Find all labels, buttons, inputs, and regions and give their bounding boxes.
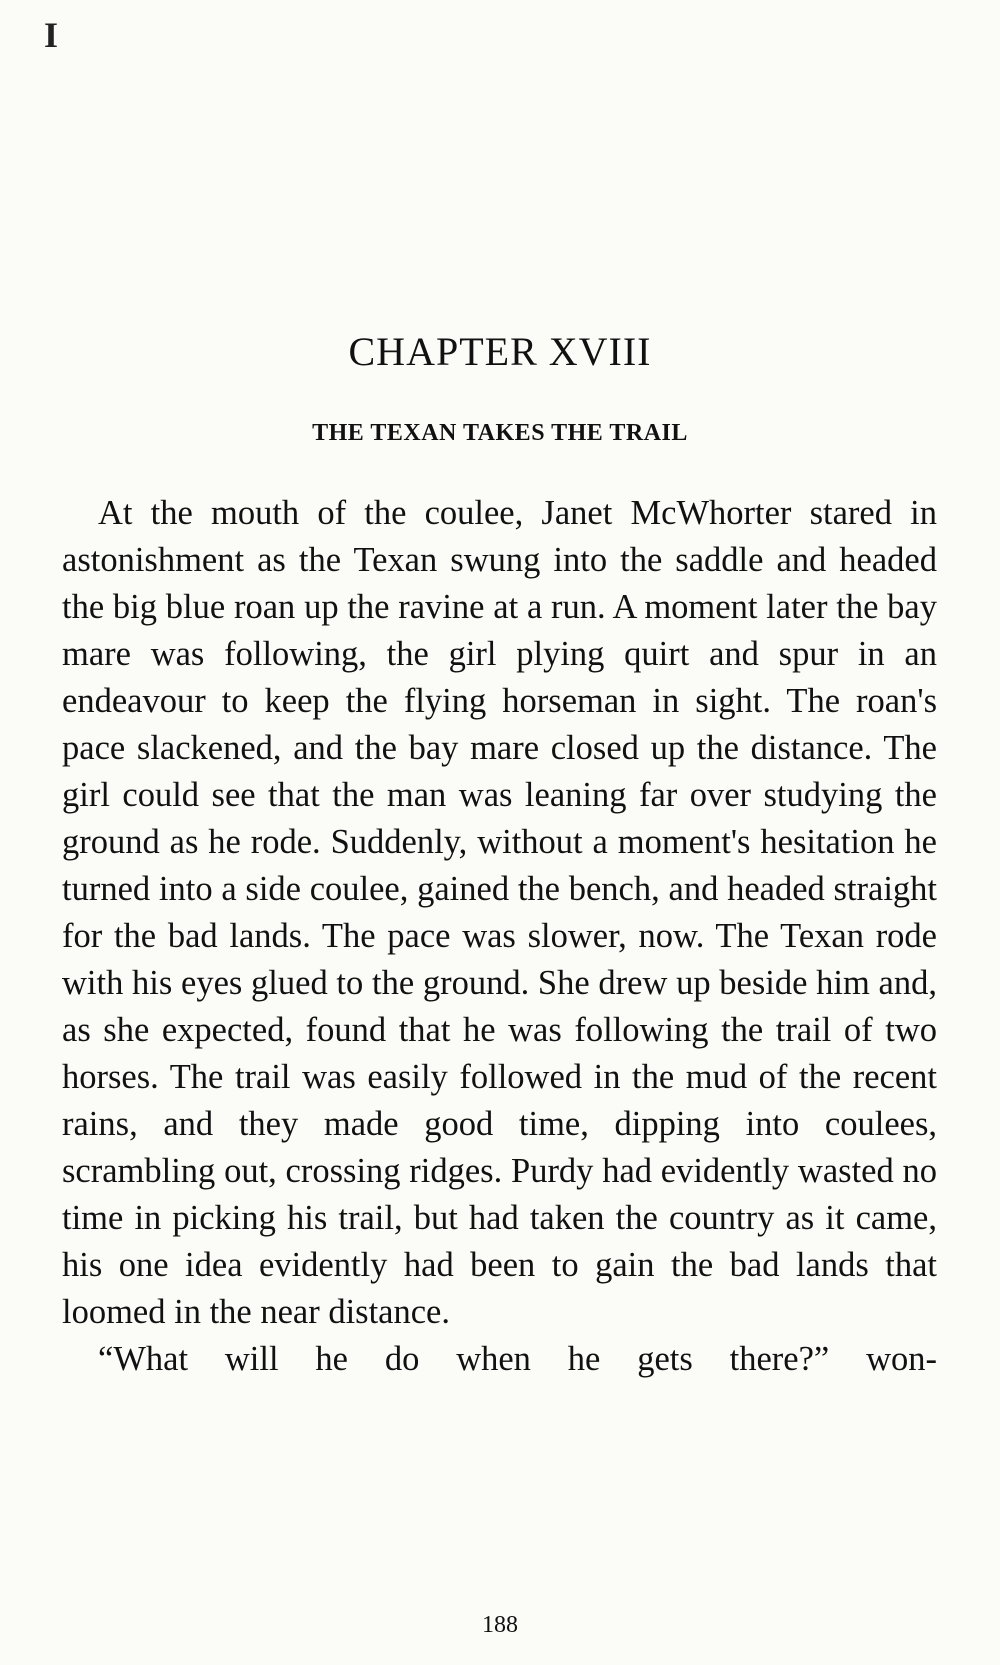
page-number: 188 [482, 1612, 518, 1638]
body-text [62, 490, 937, 1383]
chapter-title: CHAPTER XVIII [348, 329, 652, 374]
paragraph-2: “What will he do when he gets there?” won- [98, 1340, 937, 1378]
chapter-subtitle: THE TEXAN TAKES THE TRAIL [312, 420, 688, 446]
signature-mark: I [44, 15, 59, 55]
paragraph-1: At the mouth of the coulee, Janet McWhorter stared in astonishment as the Texan swung into the saddle and headed the big blue roan up the ravine at a run. A moment later the bay mare was following, the girl plying quirt and spur in an endeavour to keep the flying horseman in sight. The roan's pace slackened, and the bay mare closed up the distance. The girl could see that the man was leaning far over studying the ground as he rode. Suddenly, without a moment's hesitation he turned into a side coulee, gained the bench, and headed straight for the bad lands. The pace was slower, now. The Texan rode with his eyes glued to the ground. She drew up beside him and, as she expected, found that he was following the trail of two horses. The trail was easily followed in the mud of the recent rains, and they made good time, dipping into coulees, scrambling out, crossing ridges. Purdy had evidently wasted no time in picking his trail, but had taken the country as it came, his one idea evidently had been to gain the bad lands that loomed in the near distance. [62, 494, 937, 1331]
